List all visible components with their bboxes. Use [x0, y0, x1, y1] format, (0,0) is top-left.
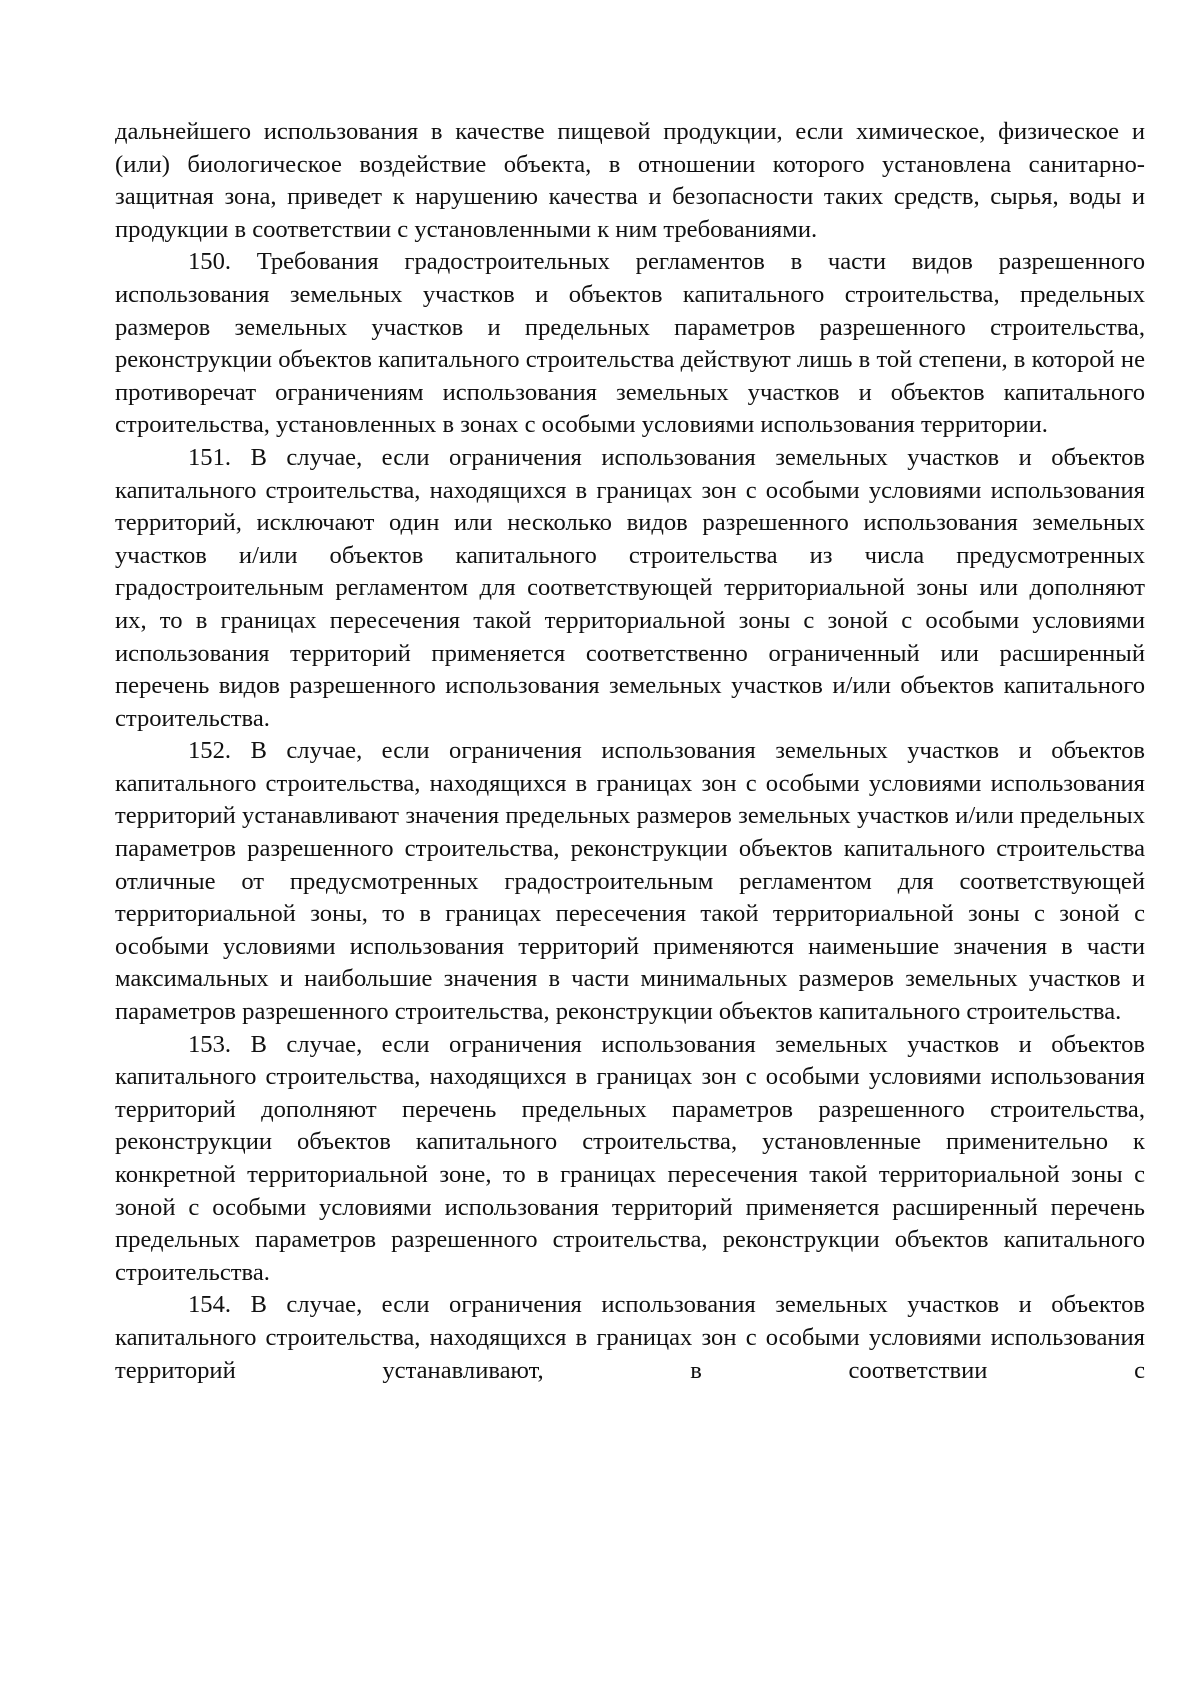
paragraph-150: 150. Требования градостроительных регламентов в части видов разрешенного использования земельных участков и объектов капитального строительства, предельных размеров земельных участков и предельных параметров разрешенного строительства, реконструкции объектов капитального строительства действуют лишь в той степени, в которой не противоречат ограничениям использования земельных участков и объектов капитального строительства, установленных в зонах с особыми условиями использования территории. [115, 248, 1145, 439]
paragraph-151: 151. В случае, если ограничения использования земельных участков и объектов капитального строительства, находящихся в границах зон с особыми условиями использования территорий, исключают один или несколько видов разрешенного использования земельных участков и/или объектов капитального строительства из числа предусмотренных градостроительным регламентом для соответствующей территориальной зоны или дополняют их, то в границах пересечения такой территориальной зоны с зоной с особыми условиями использования территорий применяется соответственно ограниченный или расширенный перечень видов разрешенного использования земельных участков и/или объектов капитального строительства. [115, 443, 1145, 732]
paragraph-154: 154. В случае, если ограничения использования земельных участков и объектов капитального строительства, находящихся в границах зон с особыми условиями использования территорий устанавливают, в соответствии с [115, 1291, 1145, 1384]
paragraph-152: 152. В случае, если ограничения использования земельных участков и объектов капитального строительства, находящихся в границах зон с особыми условиями использования территорий устанавливают значения предельных размеров земельных участков и/или предельных параметров разрешенного строительства, реконструкции объектов капитального строительства отличные от предусмотренных градостроительным регламентом для соответствующей территориальной зоны, то в границах пересечения такой территориальной зоны с зоной с особыми условиями использования территорий применяются наименьшие значения в части максимальных и наибольшие значения в части минимальных размеров земельных участков и параметров разрешенного строительства, реконструкции объектов капитального строительства. [115, 737, 1145, 1026]
document-body [115, 116, 1145, 1387]
paragraph-153: 153. В случае, если ограничения использования земельных участков и объектов капитального строительства, находящихся в границах зон с особыми условиями использования территорий дополняют перечень предельных параметров разрешенного строительства, реконструкции объектов капитального строительства, установленные применительно к конкретной территориальной зоне, то в границах пересечения такой территориальной зоны с зоной с особыми условиями использования территорий применяется расширенный перечень предельных параметров разрешенного строительства, реконструкции объектов капитального строительства. [115, 1030, 1145, 1286]
paragraph-continuation: дальнейшего использования в качестве пищевой продукции, если химическое, физическое и (или) биологическое воздействие объекта, в отношении которого установлена санитарно-защитная зона, приведет к нарушению качества и безопасности таких средств, сырья, воды и продукции в соответствии с установленными к ним требованиями. [115, 118, 1145, 243]
